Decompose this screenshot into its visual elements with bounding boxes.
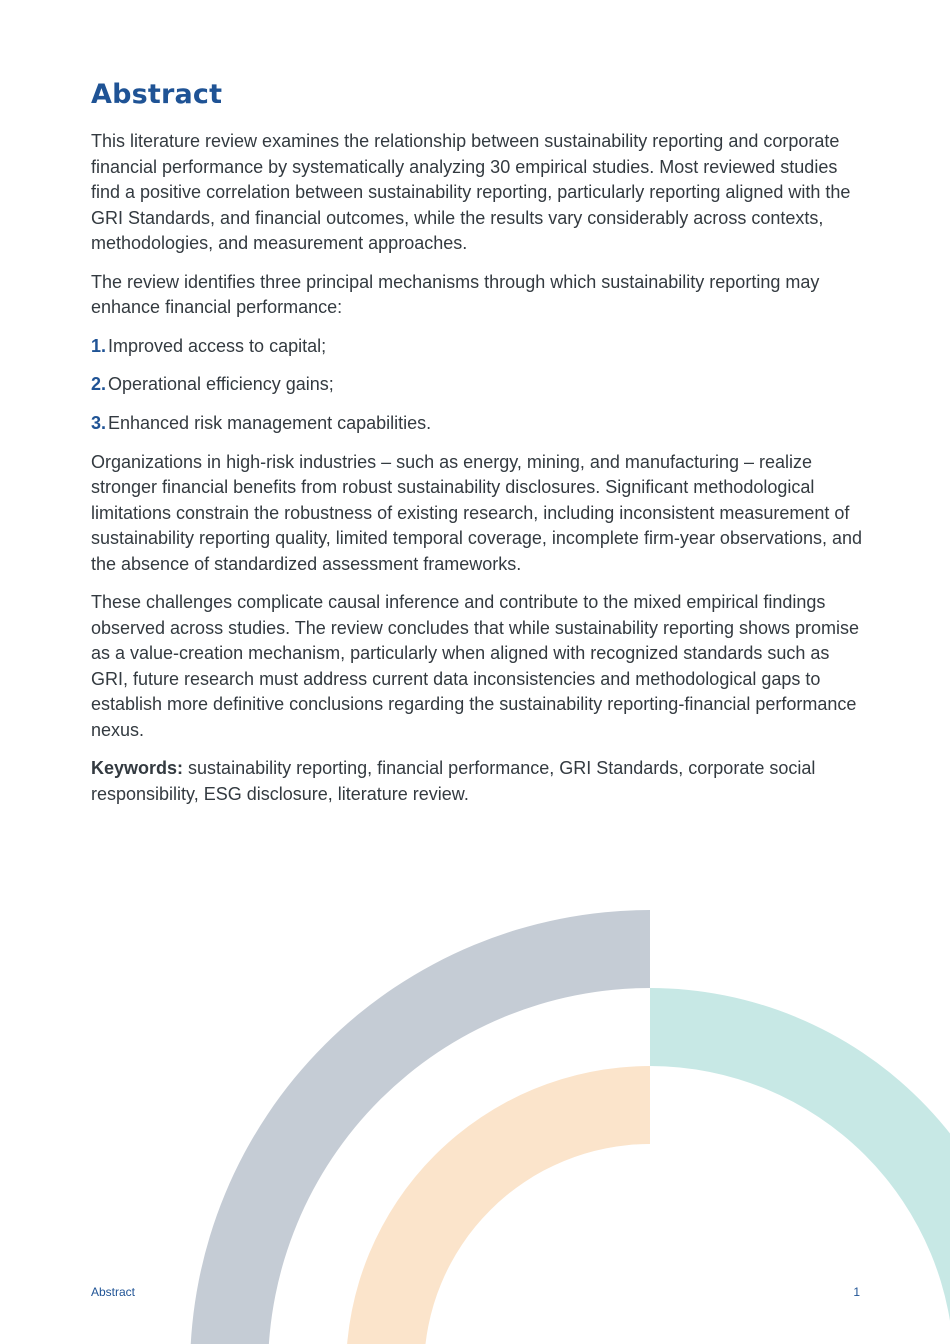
list-number: 2. <box>91 374 107 395</box>
teal-arc <box>650 988 950 1344</box>
page-title: Abstract <box>91 79 223 110</box>
list-text: Improved access to capital; <box>108 335 327 356</box>
industries-paragraph: Organizations in high-risk industries – such as energy, mining, and manufacturing – realize stronger financial benefits from robust sustainability disclosures. Significant methodological limitations constrain the robustness of existing research, including inconsistent measurement of sustainability reporting quality, limited temporal coverage, incomplete firm-year observations, and the absence of standardized assessment frameworks. <box>91 451 863 574</box>
list-item <box>91 411 871 437</box>
footer-section-label: Abstract <box>91 1285 136 1299</box>
keywords-label: Keywords: <box>91 758 184 779</box>
list-number: 1. <box>91 335 107 356</box>
keywords-text: sustainability reporting, financial performance, GRI Standards, corporate social responsibility, ESG disclosure, literature review. <box>91 758 816 804</box>
list-number: 3. <box>91 413 107 434</box>
peach-arc <box>346 1066 650 1344</box>
list-text: Operational efficiency gains; <box>108 374 334 395</box>
footer-page-number: 1 <box>853 1285 860 1299</box>
keywords <box>91 756 871 807</box>
mechanisms-list <box>91 334 871 437</box>
intro-paragraph: This literature review examines the relationship between sustainability reporting and corporate financial performance by systematically analyzing 30 empirical studies. Most reviewed studies find a positive correlation between sustainability reporting, particularly reporting aligned with the GRI Standards, and financial outcomes, while the results vary considerably across contexts, methodologies, and measurement approaches. <box>91 131 851 253</box>
list-item <box>91 334 871 360</box>
list-item <box>91 372 871 398</box>
mechanisms-intro-paragraph: The review identifies three principal mechanisms through which sustainability reporting may enhance financial performance: <box>91 271 820 317</box>
conclusion-paragraph: These challenges complicate causal inference and contribute to the mixed empirical findings observed across studies. The review concludes that while sustainability reporting shows promise as a value-creation mechanism, particularly when aligned with recognized standards such as GRI, future research must address current data inconsistencies and methodological gaps to establish more definitive conclusions regarding the sustainability reporting-financial performance nexus. <box>91 592 860 740</box>
list-text: Enhanced risk management capabilities. <box>108 413 432 434</box>
abstract-section <box>91 78 871 820</box>
